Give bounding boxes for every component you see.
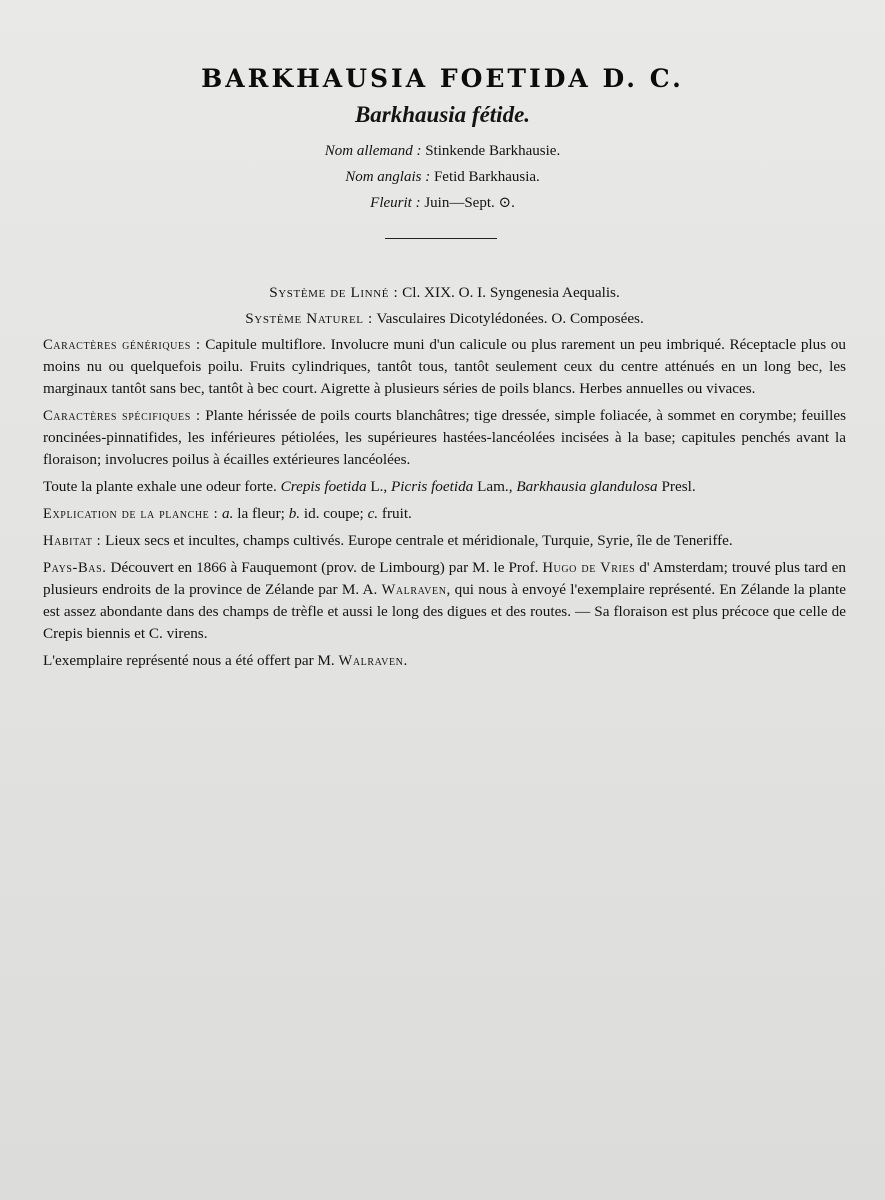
odor-synonyms-paragraph [43, 476, 846, 498]
generic-characters-text: Capitule multiflore. Involucre muni d'un calicule ou plus rarement un peu imbriqué. Réceptacle plus ou moins nu ou quelquefois poilu. Fruits cylindriques, tantôt tous, tantôt seulement ceux du centre atténués en un long bec, les marginaux tantôt sans bec, tantôt à bec court. Aigrette à plusieurs séries de poils blancs. Herbes annuelles ou vivaces. [43, 336, 846, 397]
synonym-barkhausia: Barkhausia glandulosa [516, 478, 658, 495]
plate-key-a: a. [222, 505, 234, 522]
flowering-label: Fleurit : [370, 195, 421, 211]
synonym-barkhausia-author: Presl. [661, 478, 696, 495]
plate-key-c-text: fruit. [381, 505, 412, 522]
collector-name-de-vries: Hugo de Vries [542, 560, 636, 576]
habitat-label: Habitat : [43, 533, 102, 549]
synonym-crepis-author: L., [370, 478, 388, 495]
plate-key-b-text: id. coupe; [303, 505, 364, 522]
netherlands-text-2: d' Amsterdam; trouvé plus tard en plusieurs endroits de la province de Zélande par M. A. [43, 559, 846, 598]
netherlands-paragraph [43, 557, 846, 645]
generic-characters-label: Caractères génériques : [43, 337, 201, 353]
specimen-donor-name: Walraven [338, 653, 404, 669]
synonym-picris-author: Lam., [477, 478, 513, 495]
german-name-value: Stinkende Barkhausie. [425, 143, 561, 159]
english-name-label: Nom anglais : [345, 169, 431, 185]
page-body [43, 282, 846, 677]
specific-characters-text: Plante hérissée de poils courts blanchâtres; tige dressée, simple foliacée, à sommet en corymbe; feuilles roncinées-pinnatifides, les inférieures pétiolées, les supérieures hastées-lancéolées incisées à la base; capitules penchés avant la floraison; involucres poilus à écailles extérieures lancéolées. [43, 407, 846, 468]
odor-text: Toute la plante exhale une odeur forte. [43, 478, 277, 495]
plate-key-c: c. [367, 505, 379, 522]
title-separator [385, 238, 497, 239]
plate-key-a-text: la fleur; [237, 505, 285, 522]
page-header [0, 62, 885, 239]
page-title: BARKHAUSIA FOETIDA D. C. [201, 64, 684, 93]
natural-system-label: Système Naturel : [245, 310, 373, 327]
linne-system-value: Cl. XIX. O. I. Syngenesia Aequalis. [402, 284, 620, 301]
specific-characters-label: Caractères spécifiques : [43, 408, 201, 424]
generic-characters-paragraph [43, 334, 846, 400]
specimen-end: . [403, 652, 408, 669]
english-name-value: Fetid Barkhausia. [433, 169, 540, 185]
natural-system-line [43, 308, 846, 330]
german-name-label: Nom allemand : [324, 143, 422, 159]
netherlands-text-3: , qui nous à envoyé l'exemplaire représenté. En Zélande la plante est assez abondante dans des champs de trèfle et aussi le long des digues et des routes. — Sa floraison est plus précoce que celle de Crepis biennis et C. virens. [43, 581, 846, 642]
plate-key-b: b. [288, 505, 301, 522]
linne-system-label: Système de Linné : [269, 284, 399, 301]
habitat-text: Lieux secs et incultes, champs cultivés. Europe centrale et méridionale, Turquie, Syrie, île de Teneriffe. [105, 532, 733, 549]
plate-explanation-paragraph [43, 503, 846, 525]
natural-system-value: Vasculaires Dicotylédonées. O. Composées. [376, 310, 644, 327]
specific-characters-paragraph [43, 405, 846, 471]
netherlands-text-1: Découvert en 1866 à Fauquemont (prov. de Limbourg) par M. le Prof. [110, 559, 539, 576]
linne-system-line [43, 282, 846, 304]
synonym-crepis: Crepis foetida [280, 478, 367, 495]
collector-name-walraven: Walraven [381, 582, 447, 598]
netherlands-label: Pays-Bas. [43, 560, 107, 576]
common-names [0, 138, 885, 216]
flowering-line [0, 190, 885, 216]
flowering-value: Juin—Sept. ⊙. [424, 195, 515, 211]
page-subtitle: Barkhausia fétide. [354, 102, 531, 127]
synonym-picris: Picris foetida [391, 478, 474, 495]
habitat-paragraph [43, 530, 846, 552]
specimen-text: L'exemplaire représenté nous a été offert par M. [43, 652, 335, 669]
plate-explanation-label: Explication de la planche : [43, 506, 219, 522]
german-name-line [0, 138, 885, 164]
specimen-paragraph [43, 650, 846, 672]
english-name-line [0, 164, 885, 190]
